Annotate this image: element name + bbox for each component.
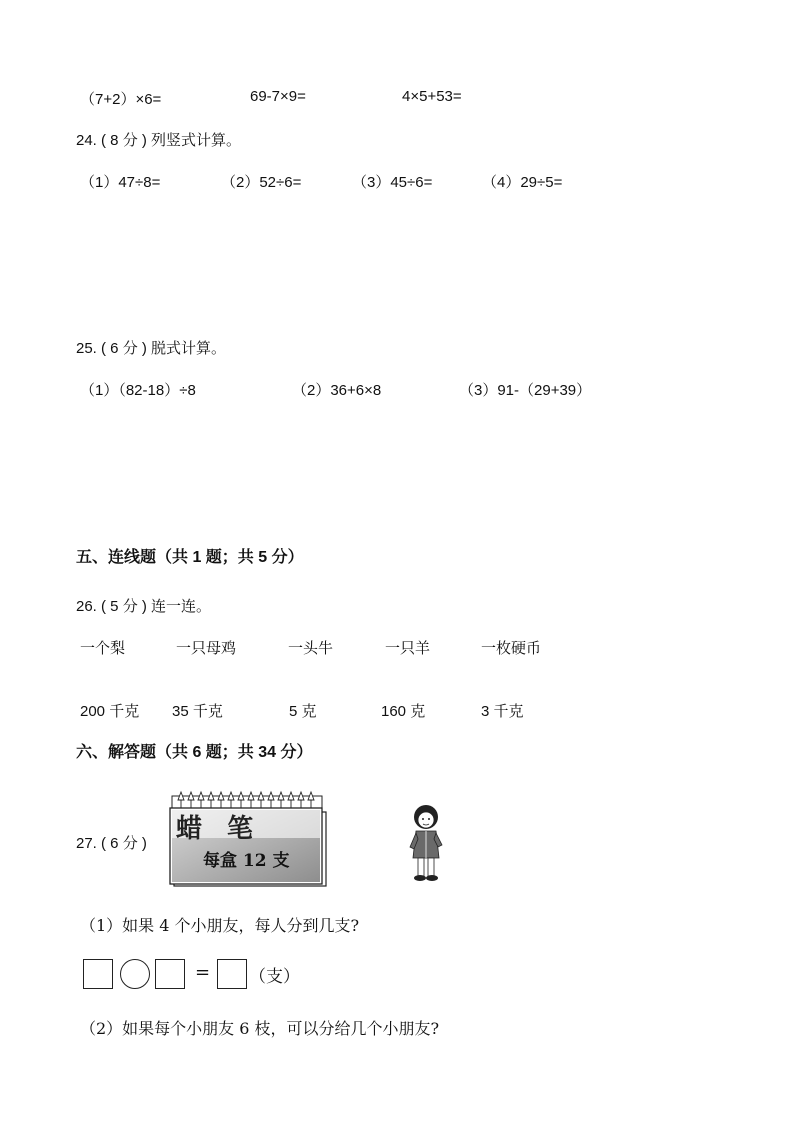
child-figure [404, 803, 448, 883]
q27-part2-question: （2）如果每个小朋友 6 枝，可以分给几个小朋友? [80, 1019, 440, 1038]
q25-header: 25. ( 6 分 ) 脱式计算。 [76, 340, 227, 357]
q24-item-2: （2）52÷6= [221, 174, 302, 191]
q25-item-1: （1）（82-18）÷8 [80, 382, 196, 399]
crayon-box-title: 蜡 笔 [176, 814, 262, 844]
unit-label: （支） [249, 967, 300, 987]
q24-item-4: （4）29÷5= [482, 174, 563, 191]
q26-object-hen: 一只母鸡 [176, 640, 237, 657]
q23-expression-2: 69-7×9= [250, 88, 306, 105]
q24-item-1: （1）47÷8= [80, 174, 161, 191]
answer-box-result[interactable] [217, 959, 247, 989]
q25-item-3: （3）91-（29+39） [459, 382, 592, 399]
q26-weight-5: 3 千克 [481, 703, 524, 720]
child-figure-icon [404, 803, 448, 883]
q23-expression-3: 4×5+53= [402, 88, 462, 105]
q27-header: 27. ( 6 分 ) [76, 835, 147, 852]
section-5-title: 五、连线题（共 1 题；共 5 分） [76, 549, 304, 566]
section-6-title: 六、解答题（共 6 题；共 34 分） [76, 744, 313, 761]
answer-box-2[interactable] [155, 959, 185, 989]
q26-object-sheep: 一只羊 [385, 640, 431, 657]
q26-object-coin: 一枚硬币 [481, 640, 542, 657]
q24-item-3: （3）45÷6= [352, 174, 433, 191]
q26-weight-2: 35 千克 [172, 703, 223, 720]
crayon-box-caption: 每盒 12 支 [203, 851, 290, 871]
q26-weight-4: 160 克 [381, 703, 426, 720]
q26-weight-1: 200 千克 [80, 703, 140, 720]
q26-weight-3: 5 克 [289, 703, 317, 720]
q26-header: 26. ( 5 分 ) 连一连。 [76, 598, 212, 615]
q26-object-cow: 一头牛 [288, 640, 334, 657]
q26-object-pear: 一个梨 [80, 640, 126, 657]
equals-sign: = [195, 962, 211, 983]
q27-part1-question: （1）如果 4 个小朋友，每人分到几支? [80, 916, 360, 935]
q24-header: 24. ( 8 分 ) 列竖式计算。 [76, 132, 242, 149]
answer-box-1[interactable] [83, 959, 113, 989]
q25-item-2: （2）36+6×8 [292, 382, 382, 399]
operator-circle[interactable] [120, 959, 150, 989]
q23-expression-1: （7+2）×6= [80, 91, 162, 108]
